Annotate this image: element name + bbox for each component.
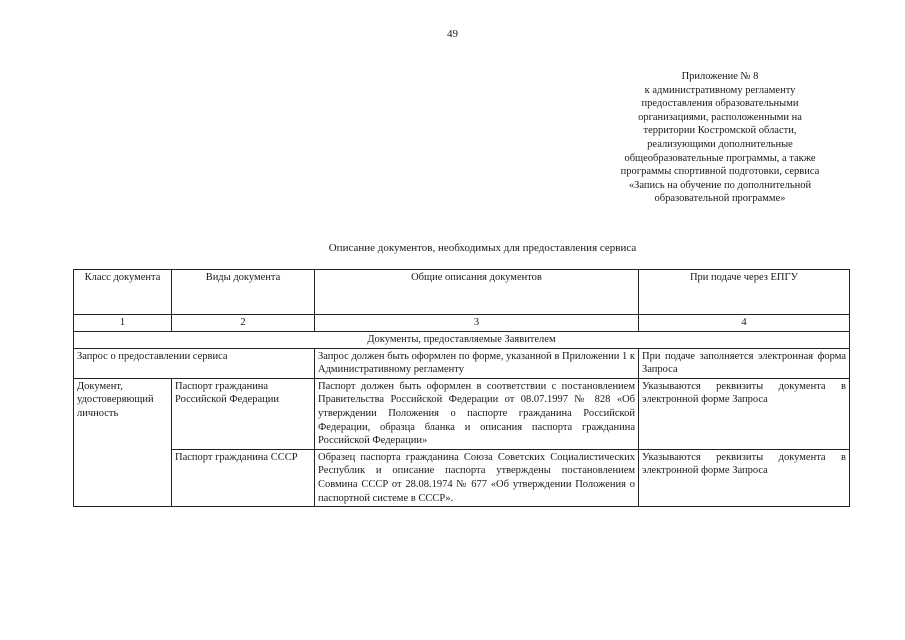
row-description: Образец паспорта гражданина Союза Советских Социалистических Республик и описание паспорта утверждены постановлением Совмина СССР от 28.08.1974 № 677 «Об утверждении Положения о паспортной системе в СССР».: [315, 449, 639, 506]
column-number: 1: [74, 315, 172, 332]
table-row: [74, 348, 850, 378]
document-title: Описание документов, необходимых для предоставления сервиса: [328, 242, 637, 254]
annex-line: образовательной программе»: [654, 193, 786, 205]
annex-line: территории Костромской области,: [643, 125, 797, 137]
column-number: 4: [639, 315, 850, 332]
header-cell-class: Класс документа: [74, 270, 172, 315]
annex-line: общеобразовательные программы, а также: [624, 152, 816, 164]
section-title: Документы, предоставляемые Заявителем: [74, 332, 850, 349]
table-row: [74, 378, 850, 449]
header-cell-description: Общие описания документов: [315, 270, 639, 315]
column-number: 2: [172, 315, 315, 332]
row-class: Документ, удостоверяющий личность: [74, 378, 172, 506]
row-type: Паспорт гражданина СССР: [172, 449, 315, 506]
page-number: 49: [447, 28, 458, 40]
annex-line: к административному регламенту: [644, 84, 796, 96]
annex-line: предоставления образовательными: [641, 98, 799, 110]
annex-line: реализующими дополнительные: [647, 138, 793, 150]
annex-line: Приложение № 8: [681, 71, 759, 82]
header-cell-type: Виды документа: [172, 270, 315, 315]
row-description: Запрос должен быть оформлен по форме, указанной в Приложении 1 к Административному регламенту: [315, 348, 639, 378]
section-row: [74, 332, 850, 349]
row-description: Паспорт должен быть оформлен в соответствии с постановлением Правительства Российской Федерации от 08.07.1997 № 828 «Об утверждении Положения о паспорте гражданина Российской Федерации, образца бланка и описания паспорта гражданина Российской Федерации»: [315, 378, 639, 449]
header-cell-epgu: При подаче через ЕПГУ: [639, 270, 850, 315]
table-row: [74, 449, 850, 506]
row-class: Запрос о предоставлении сервиса: [74, 348, 315, 378]
row-type: Паспорт гражданина Российской Федерации: [172, 378, 315, 449]
row-epgu: Указываются реквизиты документа в электронной форме Запроса: [639, 378, 850, 449]
row-epgu: Указываются реквизиты документа в электронной форме Запроса: [639, 449, 850, 506]
annex-line: программы спортивной подготовки, сервиса: [620, 166, 820, 178]
annex-line: «Запись на обучение по дополнительной: [628, 179, 812, 191]
annex-line: организациями, расположенными на: [638, 111, 802, 123]
column-number: 3: [315, 315, 639, 332]
annex-header: [590, 70, 850, 206]
documents-table: [73, 269, 850, 507]
table-header-row: [74, 270, 850, 315]
row-epgu: При подаче заполняется электронная форма Запроса: [639, 348, 850, 378]
column-number-row: [74, 315, 850, 332]
